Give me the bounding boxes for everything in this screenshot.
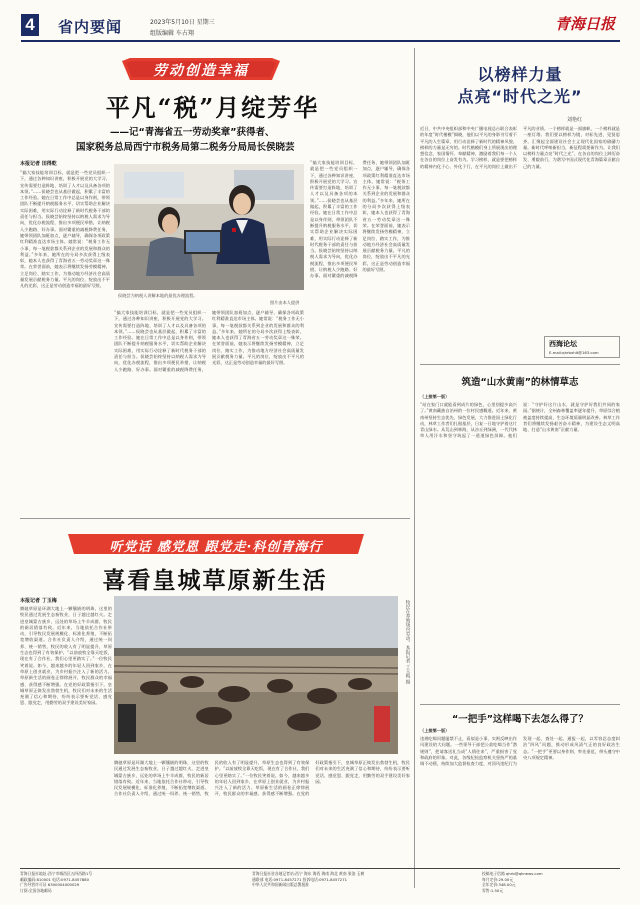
story1-body-mid: “搞大家技能培训目标，就是把一些党员组织一下，通过各种知识讲座，积极开展党的大学习。宣传需要打造阵地、培训了人才以及具备各项的本领。”……侯晓芸也从基层做起，积累了丰富的工作经验。她在日常工作中总是以身作则，带领团队不断提升纳税服务水平，切实帮助企业解决实际困难，用实际行动诠释了新时代税务干部的责任与担当。侯晓芸始终坚持以纳税人需求为导向，优化办税流程，推出多项便民举措，让纳税人少跑路、好办事。面对繁重的减税降费任务，她带领团队加班加点，逐户辅导，确保各项政策红利精准直达市场主体。她常说：“税务工作无小事，每一笔税款都关系到企业的发展和群众的利益。”多年来，她所在的分局多次获得上级表彰，她本人也获得了青海省五一劳动奖章这一殊荣。在荣誉面前，她表示将继续发扬劳模精神，立足岗位、踏实工作，为推动地方经济社会高质量发展贡献税务力量。平凡的岗位，绽放出不平凡的光彩，这正是劳动创造幸福的最好写照。 [114,310,304,372]
footer-rule [20,868,620,869]
issue-date: 2023年5月10日 星期三 [150,19,215,26]
footer-mid [252,871,472,888]
story1-byline: 本报记者 田得乾 [20,161,57,167]
story2-photo [114,596,398,754]
story1-photo-credit: 照片由本人提供 [270,300,300,305]
forum-tag-label: 西海论坛 [549,340,577,348]
story1-photo-caption: 侯晓芸为纳税人讲解本地的最优办理流程。 [118,293,198,298]
story2-title: 喜看皇城草原新生活 [102,567,328,594]
section-name: 省内要闻 [58,18,123,36]
footer-contact: 通联部 电话:0971-8457271 投诉电话:0971-8457271 [252,876,348,882]
footer-approval: 中华人民共和国新闻出版总署批准 [252,882,309,888]
story2-body-right: 腾驰草原是环湖大地上一颗镶嵌的明珠，这里的牧民通过发展生态畜牧业，日子越过越红火。走进皇城蒙古族乡，远处的草场上牛羊成群，牧民的新居错落有致。近年来，当地依托合作社带动，引导牧民发展规模化、标准化养殖，不断拓宽增收渠道。合作社负责人介绍，通过统一饲养、统一销售，牧民的收入有了明显提升，草原生态也得到了有效保护。“以前放牧全靠天吃饭，现在有了合作社，我们心里更踏实了。”一位牧民笑着说。如今，越来越多的年轻人回到家乡，在草原上创业就业，为乡村振兴注入了新的活力。草原新生活的画卷正徐徐展开，牧民群众的幸福感、获得感不断增强。在党的好政策指引下，皇城草原正焕发出勃勃生机，牧民们对未来的生活充满了信心和期待，纷纷表示要听党话、感党恩、跟党走，用勤劳的双手建设美好家园。 [114,760,410,797]
footer-address: 青海日报社地址:西宁市城西区五四西路1号 [20,871,93,876]
footer-stations: 青海日报社驻各地记者站:西宁 海东 海西 海南 海北 黄南 果洛 玉树 [252,871,365,876]
footer-left [20,871,230,893]
footer-email: 投稿电子信箱 qhrb@qhnews.com [482,871,543,876]
story1-body-left: “搞大家技能培训目标，就是把一些党员组织一下，通过各种知识讲座，积极开展党的大学习。宣传需要打造阵地、培训了人才以及具备各项的本领。”……侯晓芸也从基层做起，积累了丰富的工作经验。她在日常工作中总是以身作则，带领团队不断提升纳税服务水平，切实帮助企业解决实际困难，用实际行动诠释了新时代税务干部的责任与担当。侯晓芸始终坚持以纳税人需求为导向，优化办税流程，推出多项便民举措，让纳税人少跑路、好办事。面对繁重的减税降费任务，她带领团队加班加点，逐户辅导，确保各项政策红利精准直达市场主体。她常说：“税务工作无小事，每一笔税款都关系到企业的发展和群众的利益。”多年来，她所在的分局多次获得上级表彰，她本人也获得了青海省五一劳动奖章这一殊荣。在荣誉面前，她表示将继续发扬劳模精神，立足岗位、踏实工作，为推动地方经济社会高质量发展贡献税务力量。平凡的岗位，绽放出不平凡的光彩，这正是劳动创造幸福的最好写照。 [20,170,110,289]
story2-body-left: 腾驰草原是环湖大地上一颗镶嵌的明珠，这里的牧民通过发展生态畜牧业，日子越过越红火。走进皇城蒙古族乡，远处的草场上牛羊成群，牧民的新居错落有致。近年来，当地依托合作社带动，引导牧民发展规模化、标准化养殖，不断拓宽增收渠道。合作社负责人介绍，通过统一饲养、统一销售，牧民的收入有了明显提升，草原生态也得到了有效保护。“以前放牧全靠天吃饭，现在有了合作社，我们心里更踏实了。”一位牧民笑着说。如今，越来越多的年轻人回到家乡，在草原上创业就业，为乡村振兴注入了新的活力。草原新生活的画卷正徐徐展开，牧民群众的幸福感、获得感不断增强。在党的好政策指引下，皇城草原正焕发出勃勃生机，牧民们对未来的生活充满了信心和期待，纷纷表示要听党话、感党恩、跟党走，用勤劳的双手建设美好家园。 [20,606,112,706]
footer-monthly-price: 每月定价:29.00元 [482,876,514,882]
story2-byline: 本报记者 丁玉梅 [20,598,57,604]
story1-photo [114,164,304,290]
tax-office-photo [114,164,304,290]
footer-postcode: 邮政编码:810001 电话:0971-8457880 [20,876,89,882]
page-header [0,0,640,42]
story4-title: “一把手”这样喝下去怎么得了？ [452,714,588,725]
story4-source: （上接第一版） [420,728,450,733]
page-number: 4 [21,14,39,36]
story3-body: “站在家门口就能看到成片的绿色，心里别提多高兴了。”黄南藏族自治州的一位村民感慨道。近年来，黄南州坚持生态优先、绿色发展，大力推进国土绿化行动，林草工作者们扎根基层，日复一日地守护着这片青山绿水。从荒山到林海，从沙丘到绿洲，一代代林草人用汗水和坚守筑起了一道道绿色屏障。他们说：“守护好这片山水，就是守护好我们共同的家园。”据统计，全州森林覆盖率逐年提升，草原综合植被盖度持续提高，生态环境质量明显改善。林草工作者们将继续发扬艰苦奋斗精神，为建设生态文明高地、打造“山水黄南”贡献力量。 [420,402,620,439]
column-divider [414,48,415,888]
footer-retail-price: 零售:1.50元 [482,887,504,893]
forum-body: 近日，中共中央组织部和中央广播电视总台联合表彰的年度“时代楷模”揭晓，他们以平凡的身影书写着不平凡的人生篇章，用行动诠释了新时代的精神风貌。榜样的力量是无穷的。时代楷模们身上所展现出的理想信念、家国情怀、奉献精神，激励着我们每一个人在各自的岗位上奋发有为。学习榜样，就是要把榜样的精神内化于心、外化于行，在平凡的岗位上做出不平凡的业绩。一个榜样就是一面旗帜，一个榜样就是一座灯塔。我们要以榜样为镜，对标先进、见贤思齐，汇聚起全面建设社会主义现代化国家的磅礴力量。新时代呼唤新担当，新征程需要新作为。让我们以榜样力量点亮“时代之光”，在各自的岗位上踔厉奋发、勇毅前行，为谱写中国式现代化青海篇章贡献自己的力量。 [420,126,620,169]
forum-author: 刘艳红 [567,117,583,123]
footer-license: 广告经营许可证 6300004000029 [20,882,80,888]
story4-body: 违规吃喝问题屡禁不止，看似是小事，实则反映出作风建设的大问题。一些领导干部把公款吃喝当作“潜规则”，把请客送礼当成“人情往来”，严重损害了党和政府的形象。对此，各级纪检监察机关坚持严的基调不动摇，持续加大监督检查力度，对顶风违纪行为发现一起、查处一起、通报一起，以零容忍态度纠治“四风”问题，推动形成风清气正的良好政治生态。“一把手”更要以身作则、率先垂范，带头遵守中央八项规定精神。 [420,736,620,767]
page-editor: 组版编辑 车占翔 [150,30,194,37]
footer-right [482,871,620,893]
forum-title-1: 以榜样力量 [477,65,563,84]
forum-title-2: 点亮“时代之光” [457,87,583,106]
footer-yearly-price: 全年定价:348.00元 [482,882,516,888]
forum-tag-email: E-mail:qhrbxhlt@163.com [549,350,599,355]
newspaper-logo: 青海日报 [555,15,616,33]
story-labor-banner [122,58,280,80]
footer-subscription: 订阅:全国各地邮局 [20,887,52,893]
banner-text: 劳动创造幸福 [153,63,249,79]
story2-banner [68,534,364,554]
story1-title: 平凡“税”月绽芳华 [105,93,320,122]
story2-banner-text: 听党话 感党恩 跟党走·科创青海行 [109,540,323,555]
grassland-pasture-photo [114,596,398,754]
header-rule [21,40,620,42]
story1-subtitle-2: 国家税务总局西宁市税务局第二税务分局局长侯晓芸 [76,142,295,153]
story1-body-right: “搞大家技能培训目标，就是把一些党员组织一下，通过各种知识讲座，积极开展党的大学习。宣传需要打造阵地、培训了人才以及具备各项的本领。”……侯晓芸也从基层做起，积累了丰富的工作经验。她在日常工作中总是以身作则，带领团队不断提升纳税服务水平，切实帮助企业解决实际困难，用实际行动诠释了新时代税务干部的责任与担当。侯晓芸始终坚持以纳税人需求为导向，优化办税流程，推出多项便民举措，让纳税人少跑路、好办事。面对繁重的减税降费任务，她带领团队加班加点，逐户辅导，确保各项政策红利精准直达市场主体。她常说：“税务工作无小事，每一笔税款都关系到企业的发展和群众的利益。”多年来，她所在的分局多次获得上级表彰，她本人也获得了青海省五一劳动奖章这一殊荣。在荣誉面前，她表示将继续发扬劳模精神，立足岗位、踏实工作，为推动地方经济社会高质量发展贡献税务力量。平凡的岗位，绽放出不平凡的光彩，这正是劳动创造幸福的最好写照。 [310,160,410,279]
story4-top-rule [420,704,620,705]
story2-photo-caption: 牧民在养殖场内劳动。本报记者 丁玉梅 摄 [405,600,410,684]
story2-top-rule [20,518,410,519]
story3-source: （上接第一版） [420,394,450,399]
forum-tag [544,336,620,358]
story3-top-rule [420,364,620,365]
story1-subtitle-1: ——记“青海省五一劳动奖章”获得者、 [110,127,275,138]
footer [20,871,620,899]
story3-title: 筑造“山水黄南”的林情草志 [461,377,579,388]
